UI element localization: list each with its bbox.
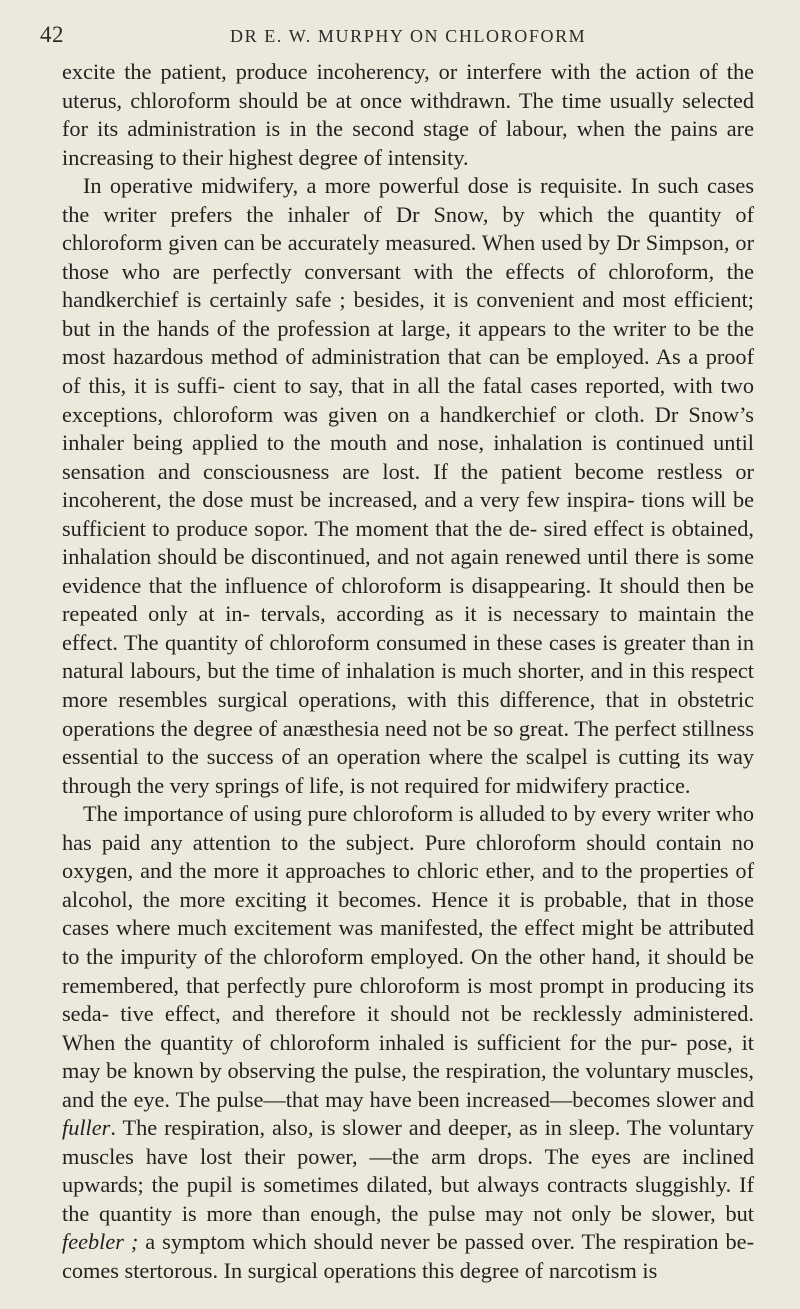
paragraph-3	[62, 800, 754, 1285]
running-head: DR E. W. MURPHY ON CHLOROFORM	[230, 26, 587, 46]
paragraph-2: In operative midwifery, a more powerful dose is requisite. In such cases the writer prefers the inhaler of Dr Snow, by which the quantity of chloroform given can be accurately measured. When used by Dr Simpson, or those who are perfectly conversant with the effects of chloroform, the handkerchief is certainly safe ; besides, it is convenient and most efficient; but in the hands of the profession at large, it appears to the writer to be the most hazardous method of administration that can be employed. As a proof of this, it is suffi- cient to say, that in all the fatal cases reported, with two exceptions, chloroform was given on a handkerchief or cloth. Dr Snow’s inhaler being applied to the mouth and nose, inhalation is continued until sensation and consciousness are lost. If the patient become restless or incoherent, the dose must be increased, and a very few inspira- tions will be sufficient to produce sopor. The moment that the de- sired effect is obtained, inhalation should be discontinued, and not again renewed until there is some evidence that the influence of chloroform is disappearing. It should then be repeated only at in- tervals, according as it is necessary to maintain the effect. The quantity of chloroform consumed in these cases is greater than in natural labours, but the time of inhalation is much shorter, and in this respect more resembles surgical operations, with this difference, that in obstetric operations the degree of anæsthesia need not be so great. The perfect stillness essential to the success of an operation where the scalpel is cutting its way through the very springs of life, is not required for midwifery practice.	[62, 173, 754, 798]
emphasis-fuller: fuller	[62, 1115, 111, 1141]
paragraph-3-part-1: The importance of using pure chloroform is alluded to by every writer who has paid any attention to the subject. Pure chloroform should contain no oxygen, and the more it approaches to chloric ether, and to the properties of alcohol, the more exciting it becomes. Hence it is probable, that in those cases where much excitement was manifested, the effect might be attributed to the impurity of the chloroform employed. On the other hand, it should be remembered, that perfectly pure chloroform is most prompt in producing its seda- tive effect, and therefore it should not be recklessly administered. When the quantity of chloroform inhaled is sufficient for the pur- pose, it may be known by observing the pulse, the respiration, the voluntary muscles, and the eye. The pulse—that may have been increased—becomes slower and	[62, 801, 754, 1112]
body-text	[62, 58, 754, 1286]
page-header	[0, 22, 800, 48]
paragraph-3-part-3: a symptom which should never be passed over. The respiration be- comes stertorous. In surgical operations this degree of narcotism is	[62, 1229, 754, 1283]
page-number: 42	[40, 22, 64, 47]
emphasis-feebler: feebler ;	[62, 1229, 139, 1255]
paragraph-3-part-2: . The respiration, also, is slower and deeper, as in sleep. The voluntary muscles have lost their power, —the arm drops. The eyes are inclined upwards; the pupil is sometimes dilated, but always contracts sluggishly. If the quantity is more than enough, the pulse may not only be slower, but	[62, 1115, 754, 1226]
paragraph-1: excite the patient, produce incoherency, or interfere with the action of the uterus, chloroform should be at once withdrawn. The time usually selected for its administration is in the second stage of labour, when the pains are increasing to their highest degree of intensity.	[62, 59, 754, 170]
